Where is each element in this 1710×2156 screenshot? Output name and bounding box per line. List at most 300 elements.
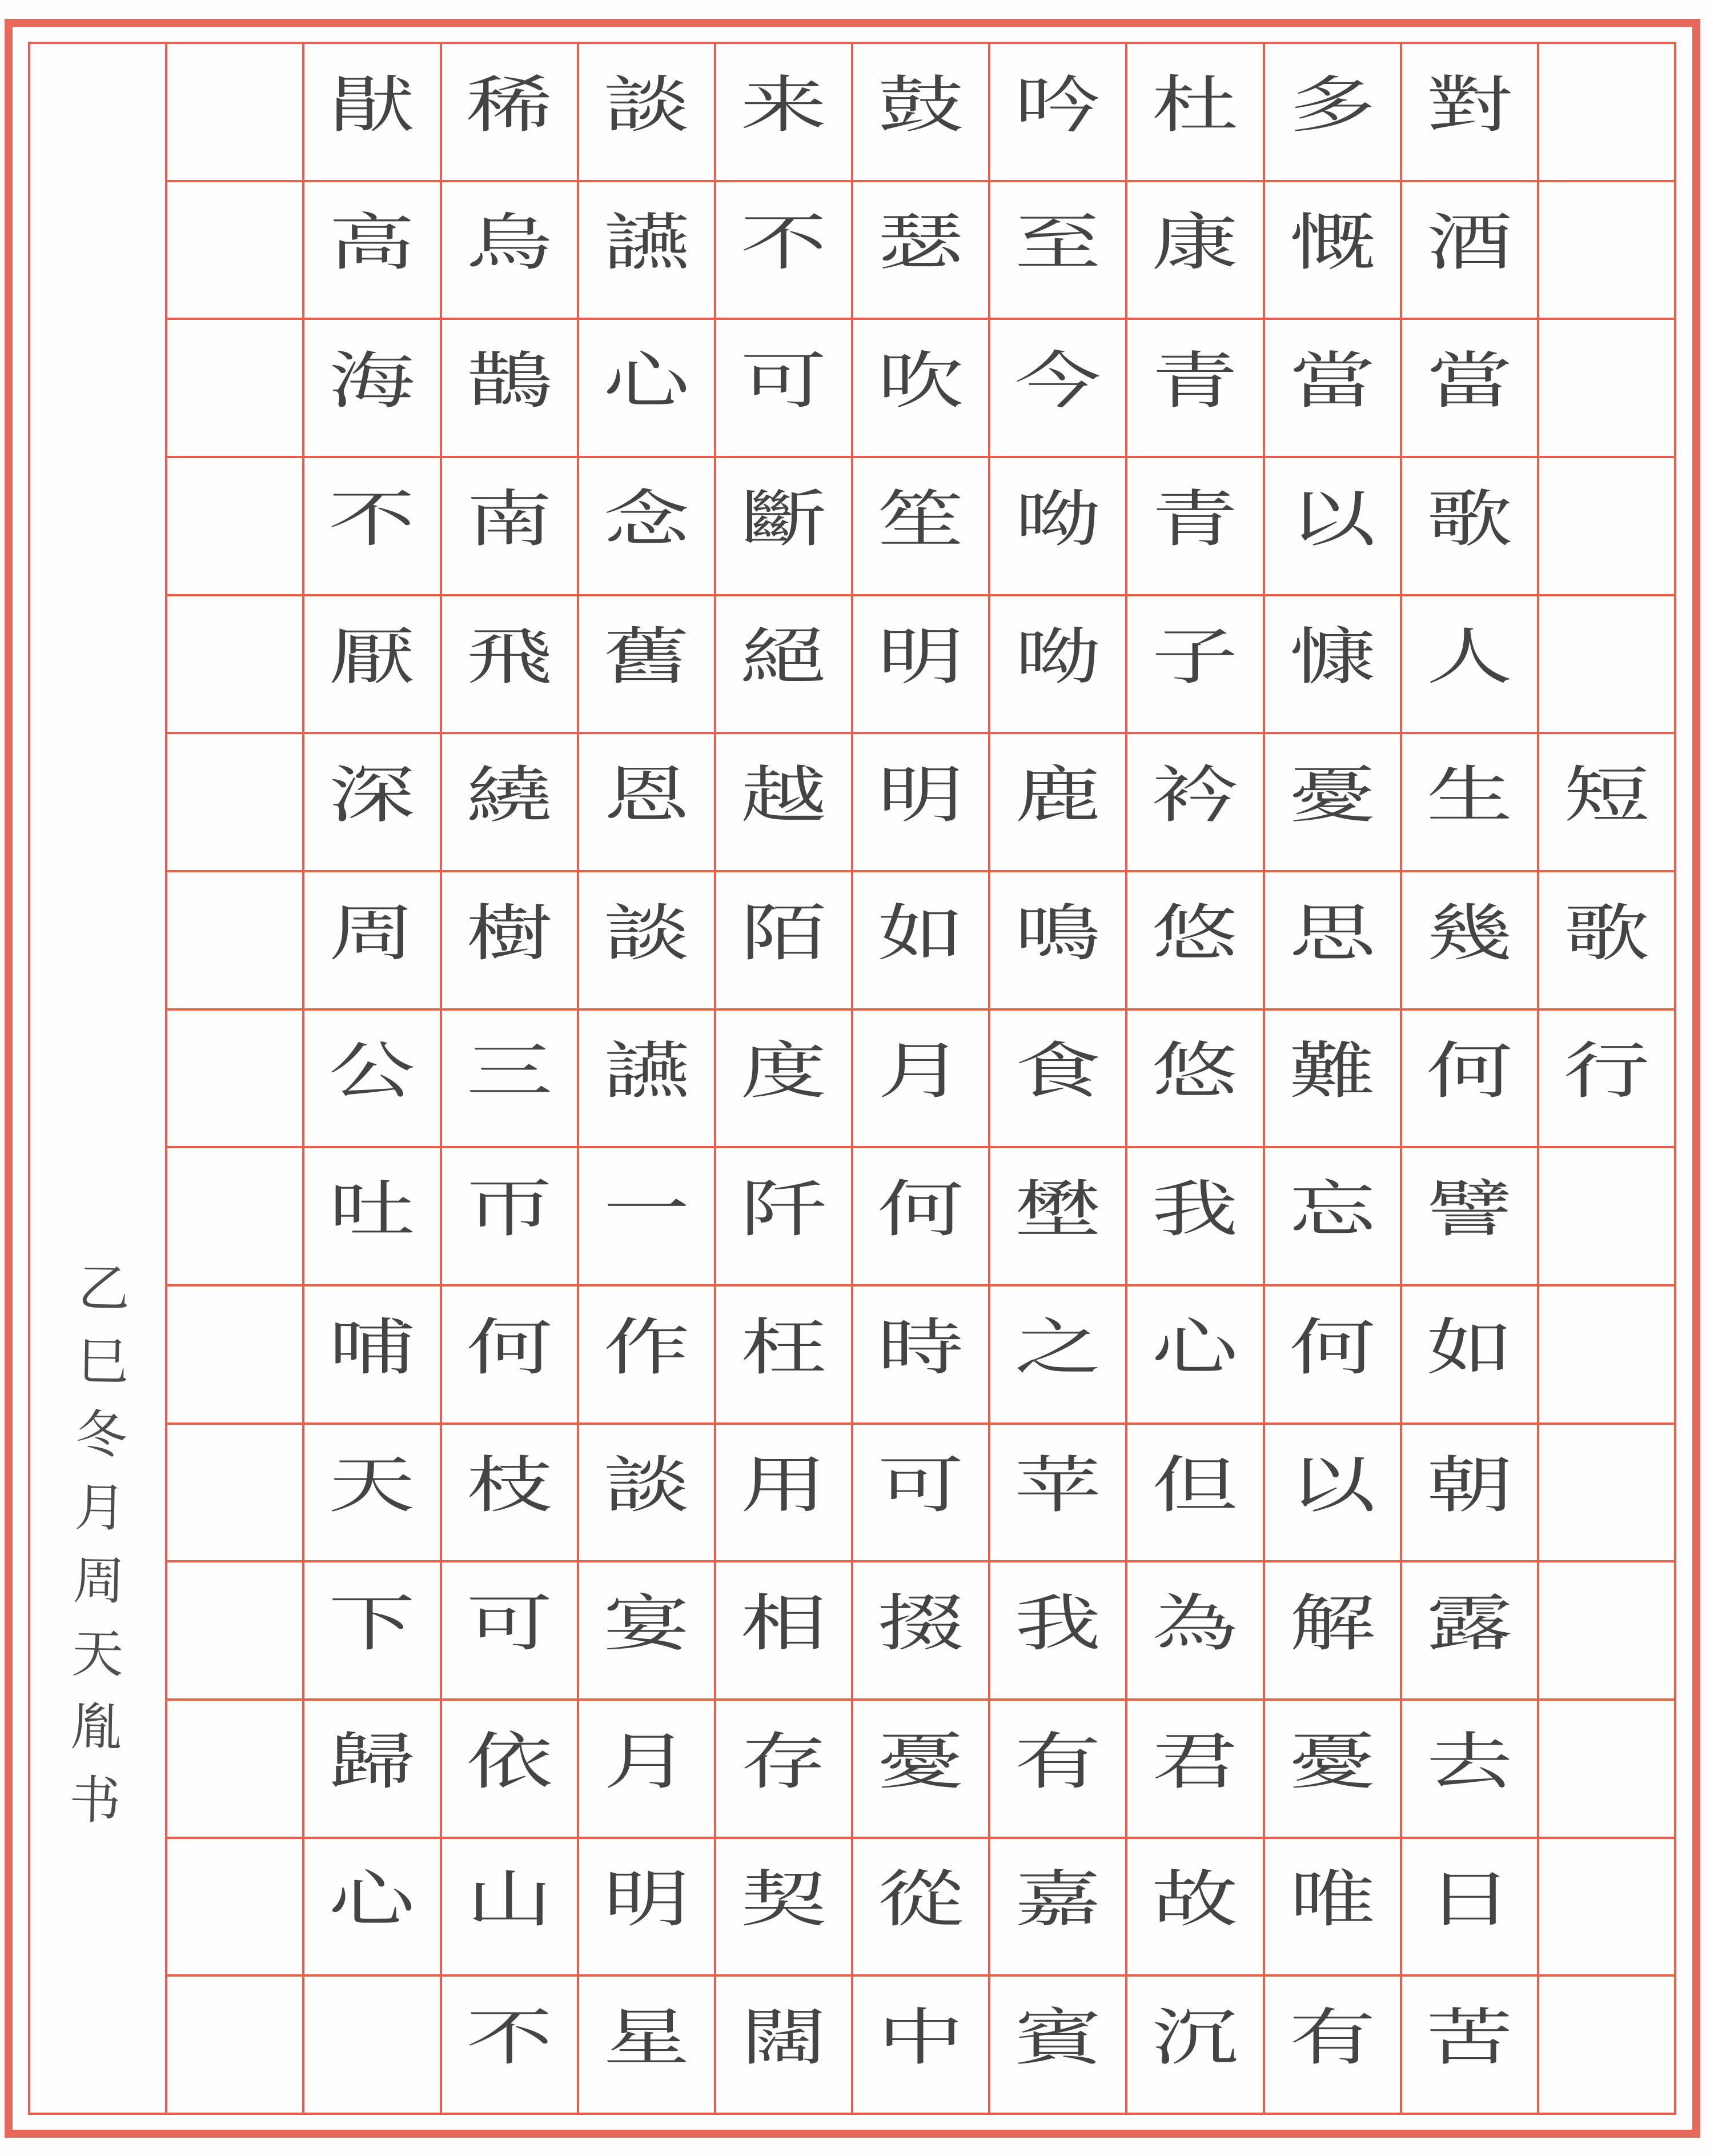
grid-cell [442, 1148, 577, 1284]
grid-cell [304, 1011, 439, 1147]
calligraphy-character: 之 [1014, 1311, 1101, 1384]
grid-cell [579, 1287, 714, 1422]
calligraphy-character: 鵲 [465, 344, 553, 417]
calligraphy-character: 可 [740, 344, 827, 417]
calligraphy-character: 下 [328, 1587, 416, 1660]
calligraphy-character: 當 [1426, 344, 1513, 417]
grid-cell [167, 734, 302, 870]
calligraphy-character: 以 [1288, 483, 1376, 555]
grid-cell [1402, 320, 1537, 456]
grid-cell [442, 1011, 577, 1147]
grid-cell [167, 458, 302, 594]
grid-cell [1539, 1977, 1674, 2113]
grid-cell [990, 872, 1125, 1008]
grid-cell [1539, 1287, 1674, 1422]
calligraphy-character: 苹 [1014, 1449, 1101, 1522]
calligraphy-character: 青 [1151, 483, 1239, 555]
grid-cell [1127, 1701, 1262, 1837]
grid-cell [167, 320, 302, 456]
calligraphy-character: 中 [877, 2001, 964, 2074]
calligraphy-character: 杜 [1151, 69, 1239, 141]
grid-cell [304, 872, 439, 1008]
grid-cell [1539, 596, 1674, 732]
grid-cell [1127, 1839, 1262, 1975]
title-character: 短 [1563, 759, 1650, 831]
grid-cell [1539, 872, 1674, 1008]
calligraphy-character: 賓 [1014, 2001, 1101, 2074]
grid-cell [716, 1562, 851, 1698]
grid-cell [579, 1562, 714, 1698]
grid-cell [304, 1977, 439, 2113]
grid-cell [304, 1425, 439, 1561]
grid-cell [716, 734, 851, 870]
grid-cell [304, 1701, 439, 1837]
calligraphy-character: 憂 [1288, 1725, 1376, 1798]
grid-cell [990, 734, 1125, 870]
calligraphy-character: 鼓 [877, 69, 964, 141]
calligraphy-character: 露 [1426, 1587, 1513, 1660]
calligraphy-character: 枉 [740, 1311, 827, 1384]
calligraphy-character: 對 [1426, 69, 1513, 141]
calligraphy-character: 月 [603, 1725, 690, 1798]
calligraphy-character: 猒 [328, 69, 416, 141]
calligraphy-character: 不 [740, 206, 827, 279]
grid-cell [990, 1425, 1125, 1561]
calligraphy-character: 海 [328, 344, 416, 417]
calligraphy-character: 讌 [603, 206, 690, 279]
grid-cell [579, 872, 714, 1008]
calligraphy-character: 壄 [1014, 1173, 1101, 1245]
grid-cell [1402, 458, 1537, 594]
grid-cell [1127, 182, 1262, 318]
grid-cell [304, 596, 439, 732]
grid-cell [990, 1011, 1125, 1147]
calligraphy-character: 人 [1426, 620, 1513, 694]
calligraphy-character: 鹿 [1014, 759, 1101, 831]
calligraphy-character: 青 [1151, 344, 1239, 417]
grid-cell [304, 182, 439, 318]
calligraphy-character: 慷 [1288, 620, 1376, 694]
calligraphy-character: 樹 [465, 897, 553, 969]
calligraphy-character: 鳴 [1014, 897, 1101, 969]
calligraphy-character: 山 [465, 1863, 553, 1936]
calligraphy-character: 吐 [328, 1173, 416, 1245]
grid-cell [1539, 320, 1674, 456]
grid-cell [167, 1701, 302, 1837]
grid-cell [716, 1287, 851, 1422]
calligraphy-character: 讌 [603, 1035, 690, 1108]
calligraphy-character: 帀 [465, 1173, 553, 1245]
calligraphy-character: 舊 [603, 620, 690, 694]
grid-cell [442, 1977, 577, 2113]
calligraphy-character: 枝 [465, 1449, 553, 1522]
grid-cell [304, 458, 439, 594]
grid-cell [1265, 458, 1400, 594]
calligraphy-character: 一 [603, 1173, 690, 1245]
grid-cell [167, 1148, 302, 1284]
grid-cell [990, 1701, 1125, 1837]
grid-cell [1402, 872, 1537, 1008]
grid-cell [304, 1562, 439, 1698]
calligraphy-character: 唯 [1288, 1863, 1376, 1936]
grid-cell [579, 1977, 714, 2113]
grid-cell [1265, 1977, 1400, 2113]
grid-cell [853, 182, 988, 318]
calligraphy-character: 酒 [1426, 206, 1513, 279]
calligraphy-character: 不 [328, 483, 416, 555]
calligraphy-character: 故 [1151, 1863, 1239, 1936]
grid-cell [990, 320, 1125, 456]
calligraphy-character: 但 [1151, 1449, 1239, 1522]
grid-cell [1539, 734, 1674, 870]
grid-cell [1265, 1839, 1400, 1975]
calligraphy-character: 三 [465, 1035, 553, 1108]
grid-cell [304, 320, 439, 456]
grid-cell [579, 458, 714, 594]
grid-cell [579, 1701, 714, 1837]
calligraphy-character: 如 [1426, 1311, 1513, 1384]
grid-cell [716, 1148, 851, 1284]
calligraphy-character: 可 [877, 1449, 964, 1522]
grid-cell [1402, 1011, 1537, 1147]
calligraphy-character: 以 [1288, 1449, 1376, 1522]
grid-cell [579, 1148, 714, 1284]
grid-cell [990, 1562, 1125, 1698]
grid-cell [1539, 44, 1674, 180]
grid-cell [853, 1562, 988, 1698]
grid-cell [1265, 1425, 1400, 1561]
grid-cell [1127, 596, 1262, 732]
calligraphy-character: 度 [740, 1035, 827, 1108]
practice-grid [28, 42, 1676, 2115]
calligraphy-character: 心 [1151, 1311, 1239, 1384]
grid-cell [716, 44, 851, 180]
grid-cell [990, 596, 1125, 732]
grid-cell [304, 44, 439, 180]
grid-cell [167, 44, 302, 180]
grid-cell [990, 1839, 1125, 1975]
grid-cell [990, 1148, 1125, 1284]
grid-cell [1265, 1287, 1400, 1422]
calligraphy-character: 高 [328, 206, 416, 279]
calligraphy-character: 阡 [740, 1173, 827, 1245]
calligraphy-character: 用 [740, 1449, 827, 1522]
calligraphy-character: 越 [740, 759, 827, 831]
grid-cell [167, 596, 302, 732]
grid-cell [990, 1977, 1125, 2113]
calligraphy-character: 相 [740, 1587, 827, 1660]
calligraphy-character: 有 [1014, 1725, 1101, 1798]
calligraphy-character: 瑟 [877, 206, 964, 279]
grid-cell [167, 1287, 302, 1422]
grid-cell [1539, 1011, 1674, 1147]
grid-cell [990, 458, 1125, 594]
signature-inscription: 乙巳冬月周天胤书 [59, 1260, 130, 1846]
calligraphy-character: 多 [1288, 69, 1376, 141]
grid-cell [1265, 1011, 1400, 1147]
grid-cell [1127, 1425, 1262, 1561]
grid-cell [442, 1425, 577, 1561]
grid-cell [167, 1425, 302, 1561]
calligraphy-character: 悠 [1151, 1035, 1239, 1108]
calligraphy-character: 哺 [328, 1311, 416, 1384]
calligraphy-character: 厭 [328, 620, 416, 694]
calligraphy-character: 明 [603, 1863, 690, 1936]
calligraphy-character: 當 [1288, 344, 1376, 417]
grid-cell [442, 596, 577, 732]
calligraphy-character: 談 [603, 1449, 690, 1522]
signature-column [30, 44, 165, 2113]
calligraphy-character: 如 [877, 897, 964, 969]
calligraphy-character: 飛 [465, 620, 553, 694]
grid-cell [716, 182, 851, 318]
calligraphy-character: 契 [740, 1863, 827, 1936]
calligraphy-character: 我 [1151, 1173, 1239, 1245]
calligraphy-character: 吹 [877, 344, 964, 417]
grid-cell [579, 44, 714, 180]
grid-cell [853, 1011, 988, 1147]
grid-cell [167, 872, 302, 1008]
calligraphy-character: 明 [877, 620, 964, 694]
calligraphy-character: 至 [1014, 206, 1101, 279]
calligraphy-character: 周 [328, 897, 416, 969]
calligraphy-character: 心 [328, 1863, 416, 1936]
grid-cell [304, 1839, 439, 1975]
grid-cell [1402, 1148, 1537, 1284]
grid-cell [716, 1977, 851, 2113]
calligraphy-character: 依 [465, 1725, 553, 1798]
calligraphy-character: 衿 [1151, 759, 1239, 831]
calligraphy-character: 不 [465, 2001, 553, 2074]
grid-cell [1402, 734, 1537, 870]
grid-cell [1127, 872, 1262, 1008]
calligraphy-character: 烏 [465, 206, 553, 279]
calligraphy-character: 念 [603, 483, 690, 555]
title-character: 行 [1563, 1035, 1650, 1108]
grid-cell [716, 1425, 851, 1561]
grid-cell [442, 872, 577, 1008]
calligraphy-character: 苦 [1426, 2001, 1513, 2074]
grid-cell [1402, 1701, 1537, 1837]
calligraphy-character: 何 [1288, 1311, 1376, 1384]
calligraphy-character: 日 [1426, 1863, 1513, 1936]
grid-cell [167, 1562, 302, 1698]
grid-cell [990, 1287, 1125, 1422]
calligraphy-character: 吟 [1014, 69, 1101, 141]
grid-cell [1402, 1977, 1537, 2113]
calligraphy-character: 作 [603, 1311, 690, 1384]
calligraphy-character: 思 [1288, 897, 1376, 969]
grid-cell [442, 1839, 577, 1975]
calligraphy-character: 慨 [1288, 206, 1376, 279]
calligraphy-character: 憂 [877, 1725, 964, 1798]
grid-cell [1127, 320, 1262, 456]
calligraphy-character: 闊 [740, 2001, 827, 2074]
grid-cell [1127, 1011, 1262, 1147]
calligraphy-character: 今 [1014, 344, 1101, 417]
grid-cell [853, 1839, 988, 1975]
grid-cell [442, 1562, 577, 1698]
grid-cell [1539, 1839, 1674, 1975]
grid-cell [853, 320, 988, 456]
calligraphy-character: 生 [1426, 759, 1513, 831]
calligraphy-character: 南 [465, 483, 553, 555]
grid-cell [304, 1148, 439, 1284]
grid-cell [1539, 1148, 1674, 1284]
calligraphy-character: 宴 [603, 1587, 690, 1660]
grid-cell [716, 458, 851, 594]
grid-cell [1402, 1839, 1537, 1975]
grid-cell [853, 44, 988, 180]
grid-cell [579, 1425, 714, 1561]
calligraphy-character: 難 [1288, 1035, 1376, 1108]
calligraphy-character: 来 [740, 69, 827, 141]
calligraphy-character: 從 [877, 1863, 964, 1936]
calligraphy-character: 公 [328, 1035, 416, 1108]
grid-cell [1127, 1977, 1262, 2113]
grid-cell [442, 458, 577, 594]
grid-cell [716, 1701, 851, 1837]
grid-cell [579, 734, 714, 870]
calligraphy-character: 歌 [1426, 483, 1513, 555]
grid-cell [990, 182, 1125, 318]
grid-cell [579, 596, 714, 732]
grid-cell [1265, 734, 1400, 870]
grid-cell [167, 1011, 302, 1147]
calligraphy-character: 去 [1426, 1725, 1513, 1798]
calligraphy-character: 繞 [465, 759, 553, 831]
calligraphy-character: 沉 [1151, 2001, 1239, 2074]
grid-cell [1402, 182, 1537, 318]
grid-cell [579, 182, 714, 318]
grid-cell [1127, 458, 1262, 594]
calligraphy-character: 月 [877, 1035, 964, 1108]
grid-cell [1127, 734, 1262, 870]
grid-cell [716, 1011, 851, 1147]
grid-cell [853, 1977, 988, 2113]
calligraphy-character: 恩 [603, 759, 690, 831]
calligraphy-character: 朝 [1426, 1449, 1513, 1522]
calligraphy-character: 歸 [328, 1725, 416, 1798]
grid-cell [1402, 596, 1537, 732]
calligraphy-character: 我 [1014, 1587, 1101, 1660]
grid-cell [1539, 458, 1674, 594]
grid-cell [853, 1148, 988, 1284]
calligraphy-character: 掇 [877, 1587, 964, 1660]
grid-cell [1539, 182, 1674, 318]
grid-cell [442, 182, 577, 318]
grid-cell [579, 1011, 714, 1147]
grid-cell [1265, 44, 1400, 180]
calligraphy-character: 忘 [1288, 1173, 1376, 1245]
grid-cell [1265, 1148, 1400, 1284]
calligraphy-character: 為 [1151, 1587, 1239, 1660]
grid-cell [442, 320, 577, 456]
calligraphy-character: 談 [603, 897, 690, 969]
grid-cell [167, 1977, 302, 2113]
grid-cell [304, 1287, 439, 1422]
calligraphy-character: 存 [740, 1725, 827, 1798]
grid-cell [853, 458, 988, 594]
grid-cell [716, 320, 851, 456]
grid-cell [1402, 1562, 1537, 1698]
calligraphy-character: 悠 [1151, 897, 1239, 969]
grid-cell [442, 1287, 577, 1422]
calligraphy-character: 食 [1014, 1035, 1101, 1108]
calligraphy-character: 星 [603, 2001, 690, 2074]
grid-cell [579, 1839, 714, 1975]
grid-cell [1127, 1287, 1262, 1422]
grid-cell [716, 596, 851, 732]
calligraphy-character: 憂 [1288, 759, 1376, 831]
calligraphy-character: 時 [877, 1311, 964, 1384]
calligraphy-character: 陌 [740, 897, 827, 969]
calligraphy-character: 康 [1151, 206, 1239, 279]
grid-cell [1402, 44, 1537, 180]
calligraphy-character: 絕 [740, 620, 827, 694]
calligraphy-character: 天 [328, 1449, 416, 1522]
grid-cell [853, 872, 988, 1008]
calligraphy-character: 何 [877, 1173, 964, 1245]
grid-cell [1402, 1425, 1537, 1561]
grid-cell [1265, 596, 1400, 732]
grid-cell [853, 1287, 988, 1422]
grid-cell [716, 1839, 851, 1975]
calligraphy-character: 笙 [877, 483, 964, 555]
title-character: 歌 [1563, 897, 1650, 969]
calligraphy-character: 心 [603, 344, 690, 417]
grid-cell [1265, 182, 1400, 318]
calligraphy-character: 幾 [1426, 897, 1513, 969]
grid-cell [167, 1839, 302, 1975]
grid-cell [1265, 872, 1400, 1008]
calligraphy-character: 斷 [740, 483, 827, 555]
grid-cell [304, 734, 439, 870]
grid-cell [853, 596, 988, 732]
grid-cell [1127, 1148, 1262, 1284]
calligraphy-character: 可 [465, 1587, 553, 1660]
calligraphy-character: 譬 [1426, 1173, 1513, 1245]
grid-cell [990, 44, 1125, 180]
grid-cell [1127, 1562, 1262, 1698]
calligraphy-character: 何 [465, 1311, 553, 1384]
grid-cell [853, 734, 988, 870]
grid-cell [442, 1701, 577, 1837]
grid-cell [167, 182, 302, 318]
grid-cell [853, 1701, 988, 1837]
grid-cell [442, 734, 577, 870]
calligraphy-character: 解 [1288, 1587, 1376, 1660]
grid-cell [1539, 1562, 1674, 1698]
grid-cell [1127, 44, 1262, 180]
grid-cell [1265, 1701, 1400, 1837]
calligraphy-character: 談 [603, 69, 690, 141]
grid-cell [1265, 1562, 1400, 1698]
calligraphy-character: 有 [1288, 2001, 1376, 2074]
grid-cell [716, 872, 851, 1008]
calligraphy-character: 呦 [1014, 620, 1101, 694]
calligraphy-character: 呦 [1014, 483, 1101, 555]
grid-cell [1539, 1425, 1674, 1561]
calligraphy-character: 稀 [465, 69, 553, 141]
grid-cell [1539, 1701, 1674, 1837]
grid-cell [442, 44, 577, 180]
grid-cell [1402, 1287, 1537, 1422]
calligraphy-character: 嘉 [1014, 1863, 1101, 1936]
grid-cell [853, 1425, 988, 1561]
calligraphy-character: 明 [877, 759, 964, 831]
calligraphy-character: 君 [1151, 1725, 1239, 1798]
